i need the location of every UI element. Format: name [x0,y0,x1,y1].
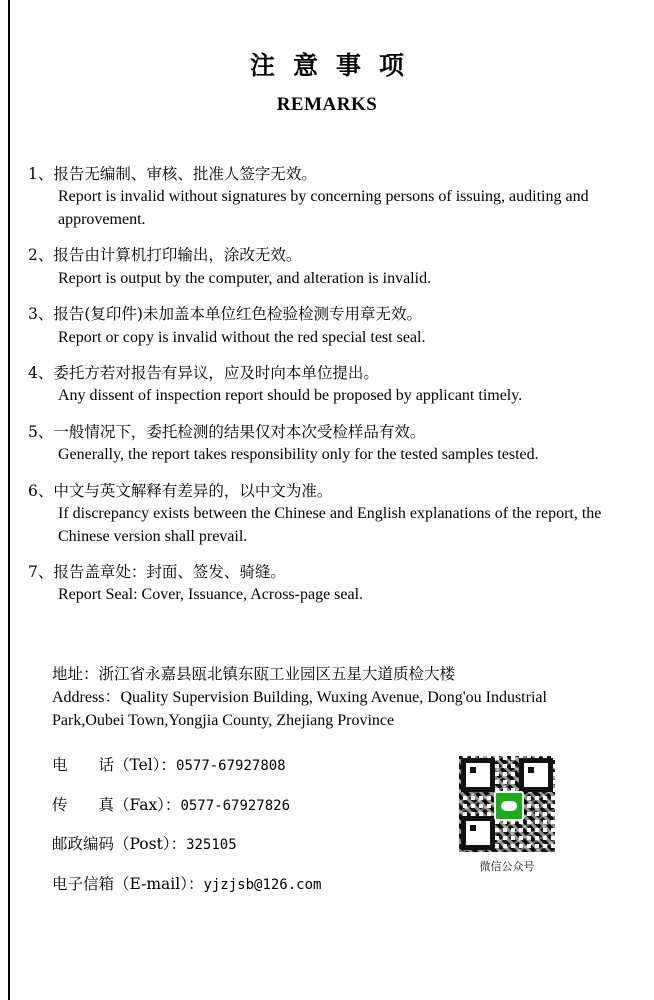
remark-text-en: Report or copy is invalid without the red special test seal. [58,328,426,346]
wechat-qr-block [452,756,562,874]
remark-text-cn: 4、委托方若对报告有异议，应及时向本单位提出。 [28,363,379,382]
contact-value-fax: 0577-67927826 [180,797,291,814]
remark-text-cn: 7、报告盖章处：封面、签发、骑缝。 [28,562,286,581]
contact-value-post: 325105 [186,837,237,854]
contact-value-tel: 0577-67927808 [176,758,286,774]
remark-item [28,480,628,548]
contact-value-email: yjzjsb@126.com [203,877,322,894]
contact-details [52,755,452,914]
contact-row-email [52,874,452,896]
remark-text-cn: 6、中文与英文解释有差异的，以中文为准。 [28,481,333,500]
qr-finder-top-left [461,758,495,792]
contact-label-tel: 电 话（Tel）： [52,756,177,774]
address-en: Address：Quality Supervision Building, Wuxing Avenue, Dong'ou Industrial Park,Oubei Town,Yongjia County, Zhejiang Province [52,689,547,730]
remark-text-en: Any dissent of inspection report should be proposed by applicant timely. [58,387,523,405]
remark-text-cn: 3、报告(复印件)未加盖本单位红色检验检测专用章无效。 [28,305,422,324]
contact-label-post: 邮政编码（Post）： [52,835,187,854]
contact-row-tel [52,755,452,777]
contact-label-fax: 传 真（Fax）： [52,795,181,814]
page-title-cn: 注意事项 [249,51,422,80]
remark-item [28,303,628,349]
remark-text-cn: 5、一般情况下，委托检测的结果仅对本次受检样品有效。 [28,422,426,441]
contact-address [52,663,612,733]
remark-text-en: Generally, the report takes responsibility only for the tested samples tested. [58,446,539,464]
remark-text-en: Report Seal: Cover, Issuance, Across-page seal. [58,586,364,604]
remark-text-en: Report is invalid without signatures by concerning persons of issuing, auditing and approvement. [58,188,589,228]
qr-caption: 微信公众号 [479,860,535,873]
page-title-en: REMARKS [276,94,378,115]
contact-row-post [52,834,452,856]
address-cn: 地址：浙江省永嘉县瓯北镇东瓯工业园区五星大道质检大楼 [52,665,456,683]
remark-text-en: If discrepancy exists between the Chinese and English explanations of the report, the Chinese version shall prevail. [58,505,602,545]
remark-text-cn: 1、报告无编制、审核、批准人签字无效。 [28,165,317,183]
qr-code-icon [459,756,555,852]
remark-item [28,163,628,231]
remark-item [28,244,628,290]
remark-text-en: Report is output by the computer, and alteration is invalid. [58,269,432,287]
contact-label-email: 电子信箱（E-mail）： [52,875,204,894]
contact-row-fax [52,795,452,817]
page-left-border [8,0,10,1000]
qr-finder-bottom-left [461,816,495,850]
remarks-list [28,163,628,620]
qr-finder-top-right [519,758,553,792]
remark-item [28,362,628,408]
remark-item [28,421,628,467]
wechat-logo-icon [494,791,524,821]
remark-text-cn: 2、报告由计算机打印输出，涂改无效。 [28,246,302,265]
remark-item [28,561,628,607]
